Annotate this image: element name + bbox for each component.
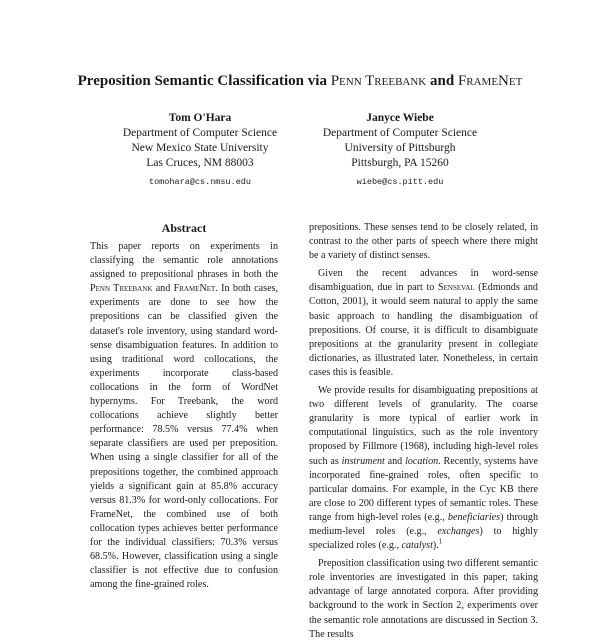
abstract-heading: Abstract: [161, 221, 207, 235]
title-framenet: FrameNet: [457, 73, 523, 89]
author-university: University of Pittsburgh: [344, 142, 456, 154]
body-paragraph: Given the recent advances in word-sense disambiguation, due in part to Senseval (Edmonds and Cotton, 2001), it would seem natural to apply the same basic approach to handling the disambiguation of prepositions. Of course, it is difficult to disambiguate prepositions at the granularity present in collegiate dictionaries, as illustrated later. Nonetheless, in certain cases this is feasible.: [309, 268, 538, 378]
abstract-paragraph: This paper reports on experiments in classifying the semantic role annotations assigned to prepositional phrases in both the Penn Treebank and FrameNet. In both cases, experiments are done to see how the prepositions can be classified given the dataset's role inventory, using standard word-sense disambiguation features. In addition to using traditional word collocations, the experiments incorporate class-based collocations in the form of WordNet hypernyms. For Treebank, the word collocations achieve slightly better performance: 78.5% versus 77.4% when separate classifiers are used per preposition. When using a single classifier for all of the prepositions together, the combined approach yields a significant gain at 85.8% accuracy versus 81.3% for word-only collocations. For FrameNet, the combined use of both collocation types achieves better performance for the individual classifiers: 70.3% versus 68.5%. However, classification using a single classifier is not effective due to confusion among the fine-grained roles.: [90, 241, 279, 591]
body-paragraph: prepositions. These senses tend to be closely related, in contrast to the other parts of speech where there might be a variety of distinct senses.: [309, 222, 538, 262]
author-email: wiebe@cs.pitt.edu: [356, 177, 444, 187]
author-name: Tom O'Hara: [168, 112, 232, 124]
author-address: Pittsburgh, PA 15260: [351, 157, 449, 169]
footnote-marker[interactable]: 1: [438, 537, 443, 546]
abstract-body: [90, 240, 278, 592]
paper-title: Preposition Semantic Classification via Penn Treebank and FrameNet: [77, 73, 523, 89]
title-penn-treebank: Penn Treebank: [330, 73, 427, 89]
body-paragraph: Preposition classification using two different semantic role inventories are investigated in this paper, taking advantage of large annotated corpora. After providing background to the work in Section 2, experiments over the semantic role annotations are discussed in Section 3. The results: [309, 558, 538, 640]
author-university: New Mexico State University: [131, 142, 269, 154]
author-block-wiebe: [300, 111, 500, 190]
author-address: Las Cruces, NM 88003: [146, 157, 254, 169]
author-name: Janyce Wiebe: [366, 112, 434, 124]
introduction-column: [309, 221, 538, 642]
author-department: Department of Computer Science: [322, 127, 478, 139]
author-email: tomohara@cs.nmsu.edu: [148, 177, 252, 187]
author-department: Department of Computer Science: [122, 127, 278, 139]
author-block-ohara: [100, 111, 300, 190]
body-paragraph: We provide results for disambiguating prepositions at two different levels of granularity. The coarse granularity is more typical of earlier work in computational linguistics, such as the role inventory proposed by Fillmore (1968), including high-level roles such as instrument and location. Recently, systems have incorporated fine-grained roles, often specific to particular domains. For example, in the Cyc KB there are close to 200 different types of semantic roles. These range from high-level roles (e.g., beneficiaries) through medium-level roles (e.g., exchanges) to highly specialized roles (e.g., catalyst).$^1$: [309, 385, 539, 552]
